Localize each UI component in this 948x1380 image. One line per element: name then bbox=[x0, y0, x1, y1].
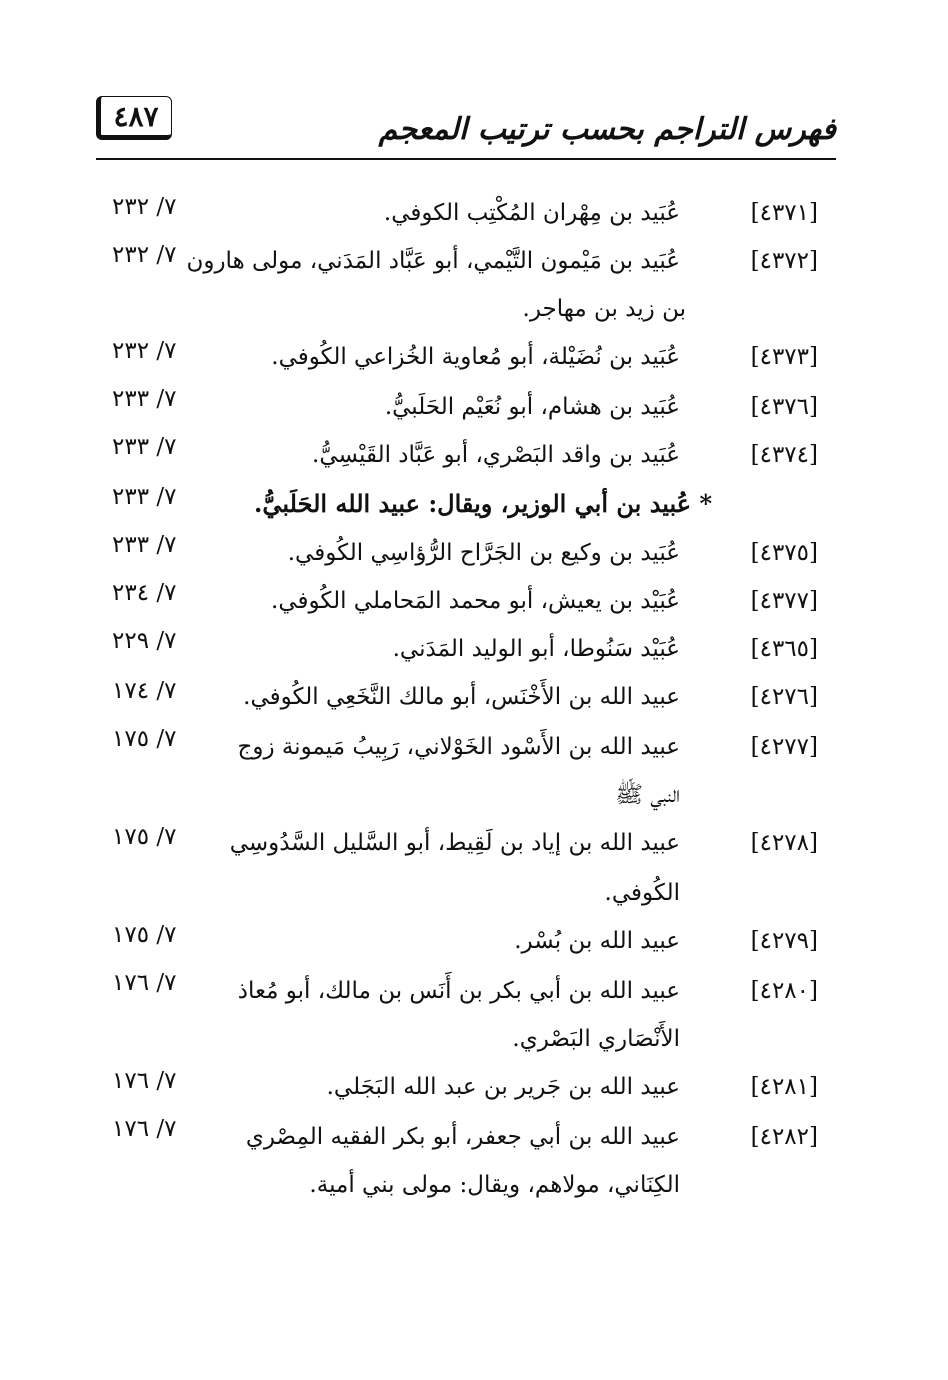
entry-index: [٤٣٧٣] bbox=[750, 344, 818, 370]
entry-reference: ٧/ ١٧٥ bbox=[112, 726, 177, 752]
entry-name: عُبَيد بن مَيْمون التَّيْمي، أبو عَبَّاد المَدَني، مولى هارون bbox=[186, 248, 680, 274]
entry-name: عُبَيْد بن يعيش، أبو محمد المَحاملي الكُوفي. bbox=[271, 588, 680, 614]
entry-index: [٤٣٦٥] bbox=[750, 636, 818, 662]
entry-name: عُبَيد بن نُضَيْلة، أبو مُعاوية الخُزاعي الكُوفي. bbox=[271, 344, 680, 370]
entry-reference: ٧/ ١٧٦ bbox=[112, 1068, 177, 1094]
entry-reference: ٧/ ٢٣٢ bbox=[112, 194, 177, 220]
entry-reference: ٧/ ٢٣٤ bbox=[112, 580, 177, 606]
entry-reference: ٧/ ٢٢٩ bbox=[112, 628, 177, 654]
entry-reference: ٧/ ٢٣٣ bbox=[112, 434, 177, 460]
running-title: فهرس التراجم بحسب ترتيب المعجم bbox=[378, 112, 836, 147]
entry-index: [٤٣٧٤] bbox=[750, 442, 818, 468]
entry-reference: ٧/ ١٧٥ bbox=[112, 922, 177, 948]
entry-index: [٤٢٨٢] bbox=[750, 1124, 818, 1150]
entry-name: عبيد الله بن بُسْر. bbox=[514, 928, 680, 954]
entry-name-continuation: النبي ﷺ bbox=[615, 782, 680, 808]
entry-name-continuation: الكِنَاني، مولاهم، ويقال: مولى بني أمية. bbox=[309, 1172, 680, 1198]
entry-index: [٤٣٧١] bbox=[750, 200, 818, 226]
entry-name: عبيد الله بن جَرير بن عبد الله البَجَلي. bbox=[326, 1074, 680, 1100]
entry-name: عُبَيد بن مِهْران المُكْتِب الكوفي. bbox=[383, 200, 680, 226]
entry-name: عبيد الله بن أبي جعفر، أبو بكر الفقيه المِصْري bbox=[245, 1124, 680, 1150]
entry-reference: ٧/ ٢٣٣ bbox=[112, 532, 177, 558]
entry-index: [٤٣٧٥] bbox=[750, 540, 818, 566]
entry-index: [٤٣٧٧] bbox=[750, 588, 818, 614]
entry-reference: ٧/ ١٧٤ bbox=[112, 678, 177, 704]
entry-reference: ٧/ ١٧٦ bbox=[112, 1116, 177, 1142]
entry-index: [٤٣٧٢] bbox=[750, 248, 818, 274]
entry-name: عبيد الله بن أبي بكر بن أَنَس بن مالك، أبو مُعاذ bbox=[237, 978, 680, 1004]
entry-reference: ٧/ ١٧٥ bbox=[112, 824, 177, 850]
entry-name: عبيد الله بن الأَخْنَس، أبو مالك النَّخَعِي الكُوفي. bbox=[243, 684, 680, 710]
entry-name-continuation: بن زيد بن مهاجر. bbox=[522, 296, 686, 322]
entry-name: عُبَيد بن هشام، أبو نُعَيْم الحَلَبيُّ. bbox=[384, 394, 680, 420]
entry-name: عُبَيد بن واقد البَصْري، أبو عَبَّاد القَيْسِيُّ. bbox=[312, 442, 680, 468]
entry-index: [٤٢٧٩] bbox=[750, 928, 818, 954]
entry-name: عُبَيد بن وكيع بن الجَرَّاح الرُّؤاسِي الكُوفي. bbox=[287, 540, 680, 566]
entry-index: [٤٢٧٦] bbox=[750, 684, 818, 710]
page-header bbox=[96, 96, 836, 160]
entry-index: [٤٢٧٧] bbox=[750, 734, 818, 760]
entry-reference: ٧/ ١٧٦ bbox=[112, 970, 177, 996]
page-number: ٤٨٧ bbox=[96, 96, 172, 140]
entry-index: [٤٢٨٠] bbox=[750, 978, 818, 1004]
entry-reference: ٧/ ٢٣٣ bbox=[112, 484, 177, 510]
entry-name: عبيد الله بن الأَسْود الخَوْلاني، رَبِيبُ مَيمونة زوج bbox=[237, 734, 680, 760]
entry-name: عُبَيْد سَنُوطا، أبو الوليد المَدَني. bbox=[392, 636, 680, 662]
entry-index: [٤٢٧٨] bbox=[750, 830, 818, 856]
entry-reference: ٧/ ٢٣٣ bbox=[112, 386, 177, 412]
entry-index: [٤٣٧٦] bbox=[750, 394, 818, 420]
entry-name: عبيد الله بن إياد بن لَقِيط، أبو السَّليل السَّدُوسِي bbox=[229, 830, 680, 856]
entry-reference: ٧/ ٢٣٢ bbox=[112, 338, 177, 364]
entry-reference: ٧/ ٢٣٢ bbox=[112, 242, 177, 268]
entry-name-continuation: الأَنْصَاري البَصْري. bbox=[512, 1026, 680, 1052]
entry-name-continuation: الكُوفي. bbox=[604, 880, 680, 906]
cross-reference-entry: * عُبيد بن أبي الوزير، ويقال: عبيد الله الحَلَبيُّ. bbox=[254, 489, 712, 518]
entry-index: [٤٢٨١] bbox=[750, 1074, 818, 1100]
